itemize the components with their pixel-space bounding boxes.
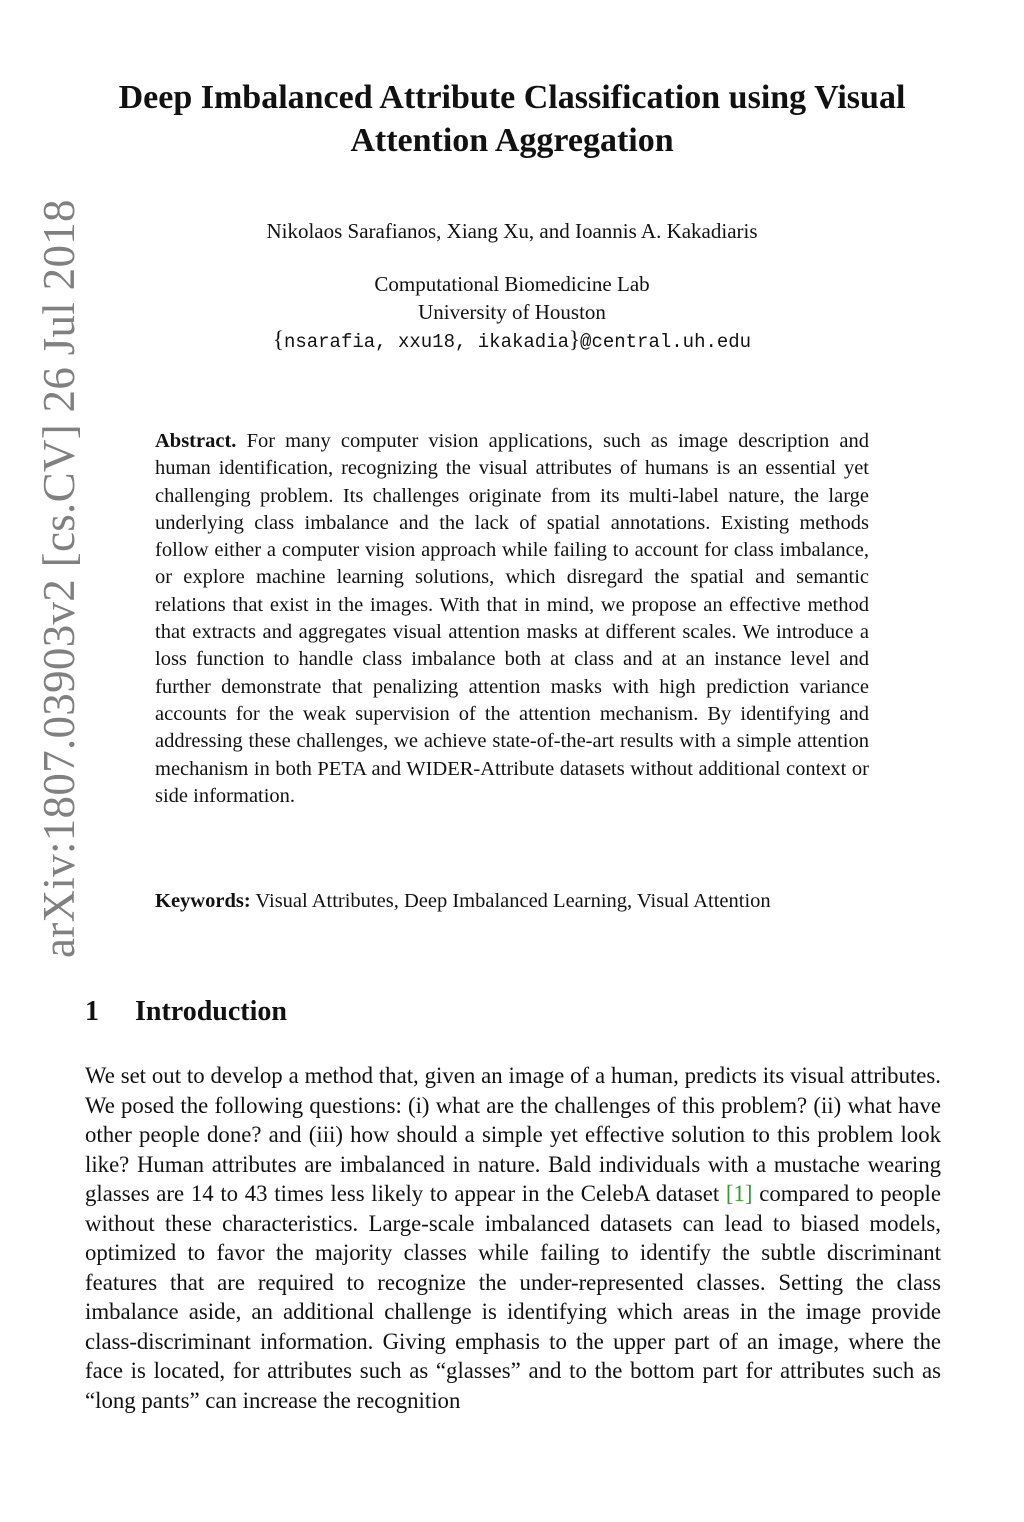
emails-close-brace: } bbox=[569, 327, 581, 352]
paper-authors: Nikolaos Sarafianos, Xiang Xu, and Ioannis A. Kakadiaris bbox=[266, 219, 758, 243]
paper-title: Deep Imbalanced Attribute Classification using Visual Attention Aggregation bbox=[118, 79, 906, 159]
abstract-text: For many computer vision applications, such as image description and human identification, recognizing the visual attributes of humans is an essential yet challenging problem. Its challenges originate from its multi-label nature, the large underlying class imbalance and the lack of spatial annotations. Existing methods follow either a computer vision approach while failing to account for class imbalance, or explore machine learning solutions, which disregard the spatial and semantic relations that exist in the images. With that in mind, we propose an effective method that extracts and aggregates visual attention masks at different scales. We introduce a loss function to handle class imbalance both at class and at an instance level and further demonstrate that penalizing attention masks with high prediction variance accounts for the weak supervision of the attention mechanism. By identifying and addressing these challenges, we achieve state-of-the-art results with a simple attention mechanism in both PETA and WIDER-Attribute datasets without additional context or side information. bbox=[155, 430, 869, 807]
section-title: Introduction bbox=[135, 996, 287, 1027]
citation-link[interactable]: [1] bbox=[725, 1181, 753, 1206]
lab-name: Computational Biomedicine Lab bbox=[374, 272, 650, 296]
intro-text-part1: We set out to develop a method that, given an image of a human, predicts its visual attributes. We posed the following questions: (i) what are the challenges of this problem? (ii) what have other people done? and (iii) how should a simple yet effective solution to this problem look like? Human attributes are imbalanced in nature. Bald individuals with a mustache wearing glasses are 14 to 43 times less likely to appear in the CelebA dataset bbox=[85, 1063, 941, 1206]
intro-text-part2: compared to people without these characteristics. Large-scale imbalanced datasets can lead to biased models, optimized to favor the majority classes while failing to identify the subtle discriminant features that are required to recognize the under-represented classes. Setting the class imbalance aside, an additional challenge is identifying which areas in the image provide class-discriminant information. Giving emphasis to the upper part of an image, where the face is located, for attributes such as “glasses” and to the bottom part for attributes such as “long pants” can increase the recognition bbox=[85, 1181, 942, 1413]
keywords bbox=[155, 888, 869, 915]
author-emails bbox=[80, 326, 944, 356]
section-heading-introduction bbox=[85, 992, 287, 1032]
abstract bbox=[155, 428, 869, 810]
emails-open-brace: { bbox=[272, 327, 284, 352]
keywords-label: Keywords: bbox=[155, 890, 251, 912]
university-name: University of Houston bbox=[418, 300, 606, 324]
arxiv-identifier-stamp: arXiv:1807.03903v2 [cs.CV] 26 Jul 2018 bbox=[34, 199, 84, 958]
section-number: 1 bbox=[85, 996, 99, 1027]
emails-domain: @central.uh.edu bbox=[580, 331, 752, 353]
affiliation-block bbox=[80, 270, 944, 356]
keywords-text: Visual Attributes, Deep Imbalanced Learning, Visual Attention bbox=[255, 890, 771, 912]
emails-usernames: nsarafia, xxu18, ikakadia bbox=[283, 331, 569, 353]
introduction-paragraph bbox=[85, 1061, 941, 1415]
abstract-label: Abstract. bbox=[155, 430, 237, 452]
